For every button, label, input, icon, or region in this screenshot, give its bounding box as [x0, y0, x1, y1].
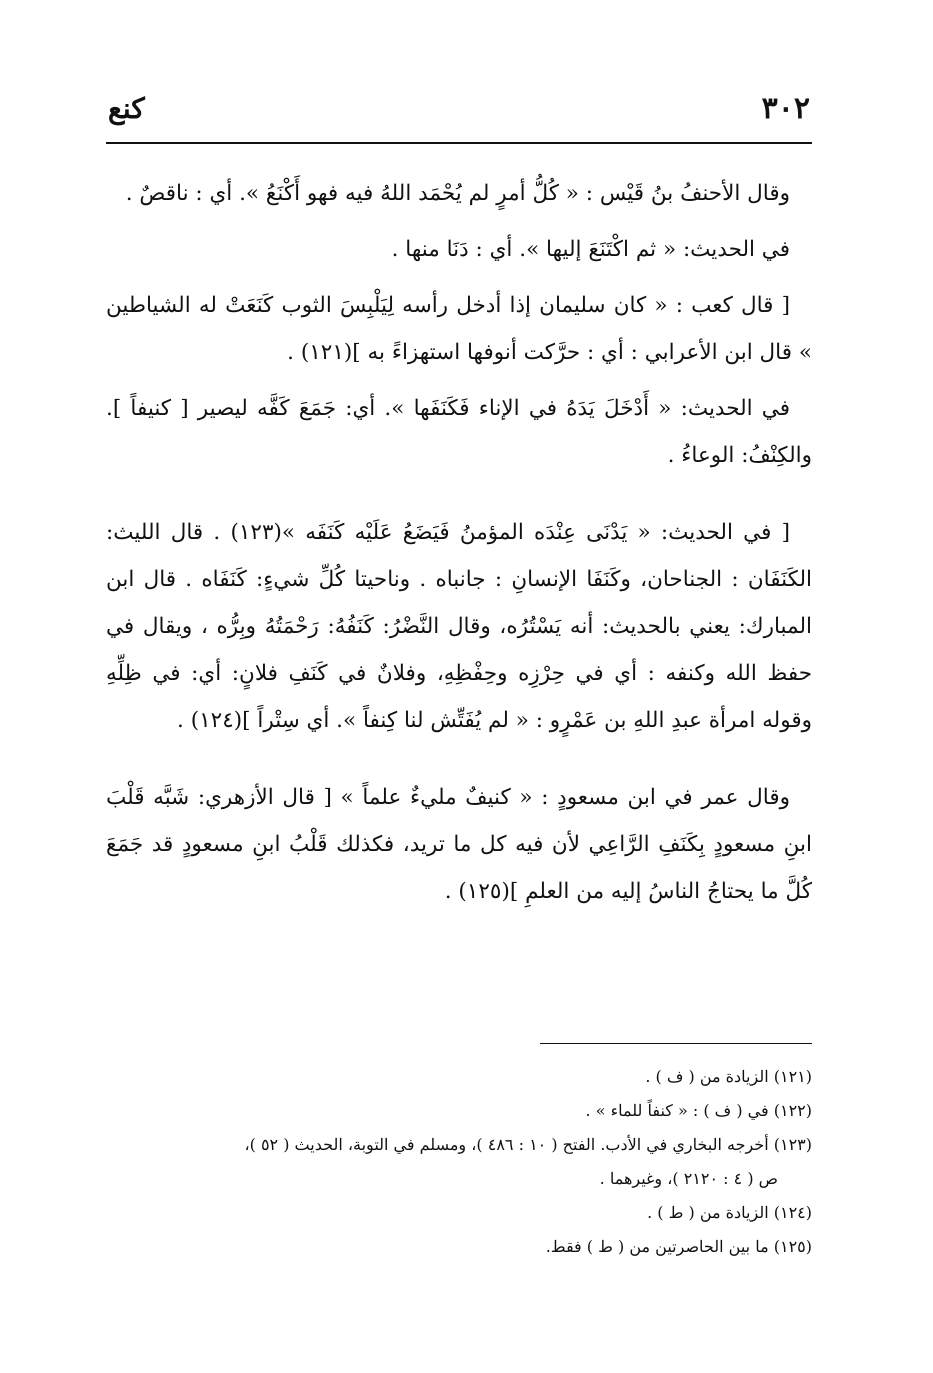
- running-head: كنع: [108, 91, 145, 125]
- paragraph-kaab: [ قال كعب : « كان سليمان إذا أدخل رأسه لِيَلْبِسَ الثوب كَنَعَتْ له الشياطين » قال ابن الأعرابي : أي : حرَّكت أنوفها استهزاءً به ](١٢١) .: [106, 293, 812, 365]
- paragraph-ahnaf: وقال الأحنفُ بنُ قَيْس : « كُلُّ أمرٍ لم يُحْمَد اللهُ فيه فهو أَكْنَعُ ». أي : ناقصٌ .: [125, 181, 790, 206]
- footnotes: [106, 1060, 812, 1264]
- footnote-123: (١٢٣) أخرجه البخاري في الأدب. الفتح ( ١٠ : ٤٨٦ )، ومسلم في التوبة، الحديث ( ٥٢ )،: [244, 1135, 812, 1154]
- header-rule: [106, 142, 812, 144]
- paragraph-kanaf: [ في الحديث: « يَدْنَى عِنْدَه المؤمنُ فَيَضَعُ عَلَيْه كَنَفَه »(١٢٣) . قال الليث: الكَنَفَان : الجناحان، وكَنَفَا الإنسانِ : جانباه . وناحيتا كُلِّ شيءٍ: كَنَفَاه . قال ابن المبارك: يعني بالحديث: أنه يَسْتُرُه، وقال النَّضْرُ: كَنَفُهُ: رَحْمَتُهُ وبِرُّه ، ويقال في حفظ الله وكنفه : أي في حِرْزِه وحِفْظِهِ، وفلانٌ في كَنَفِ فلانٍ: أي: في ظِلِّهِ وقوله امرأة عبدِ اللهِ بن عَمْرٍو : « لم يُفَتِّش لنا كِنفاً ». أي سِتْراً ](١٢٤) .: [106, 520, 812, 733]
- page-header: [108, 88, 810, 128]
- paragraph-iktana: في الحديث: « ثم اكْتَنَعَ إليها ». أي : دَنَا منها .: [391, 237, 790, 262]
- footnote-124: (١٢٤) الزيادة من ( ط ) .: [647, 1203, 812, 1222]
- footnote-121: (١٢١) الزيادة من ( ف ) .: [645, 1067, 812, 1086]
- footnote-rule: [540, 1043, 812, 1044]
- footnote-123-continued: ص ( ٤ : ٢١٢٠ )، وغيرهما .: [599, 1169, 778, 1188]
- paragraph-kanafaha: في الحديث: « أَدْخَلَ يَدَهُ في الإناء فَكَنَفَها ». أي: جَمَعَ كَفَّه ليصير [ كنيفاً ]. والكِنْفُ: الوعاءُ .: [106, 396, 812, 468]
- paragraph-kanif: وقال عمر في ابن مسعودٍ : « كنيفٌ مليءٌ علماً » [ قال الأزهري: شَبَّه قَلْبَ ابنِ مسعودٍ بِكَنَفِ الرَّاعِي لأن فيه كل ما تريد، فكذلك قَلْبُ ابنِ مسعودٍ قد جَمَعَ كُلَّ ما يحتاجُ الناسُ إليه من العلمِ ](١٢٥) .: [106, 785, 812, 904]
- page-number: ٣٠٢: [761, 90, 810, 126]
- main-text: [106, 170, 812, 915]
- footnote-122: (١٢٢) في ( ف ) : « كنفاً للماء » .: [585, 1101, 812, 1120]
- footnote-125: (١٢٥) ما بين الحاصرتين من ( ط ) فقط.: [545, 1237, 812, 1256]
